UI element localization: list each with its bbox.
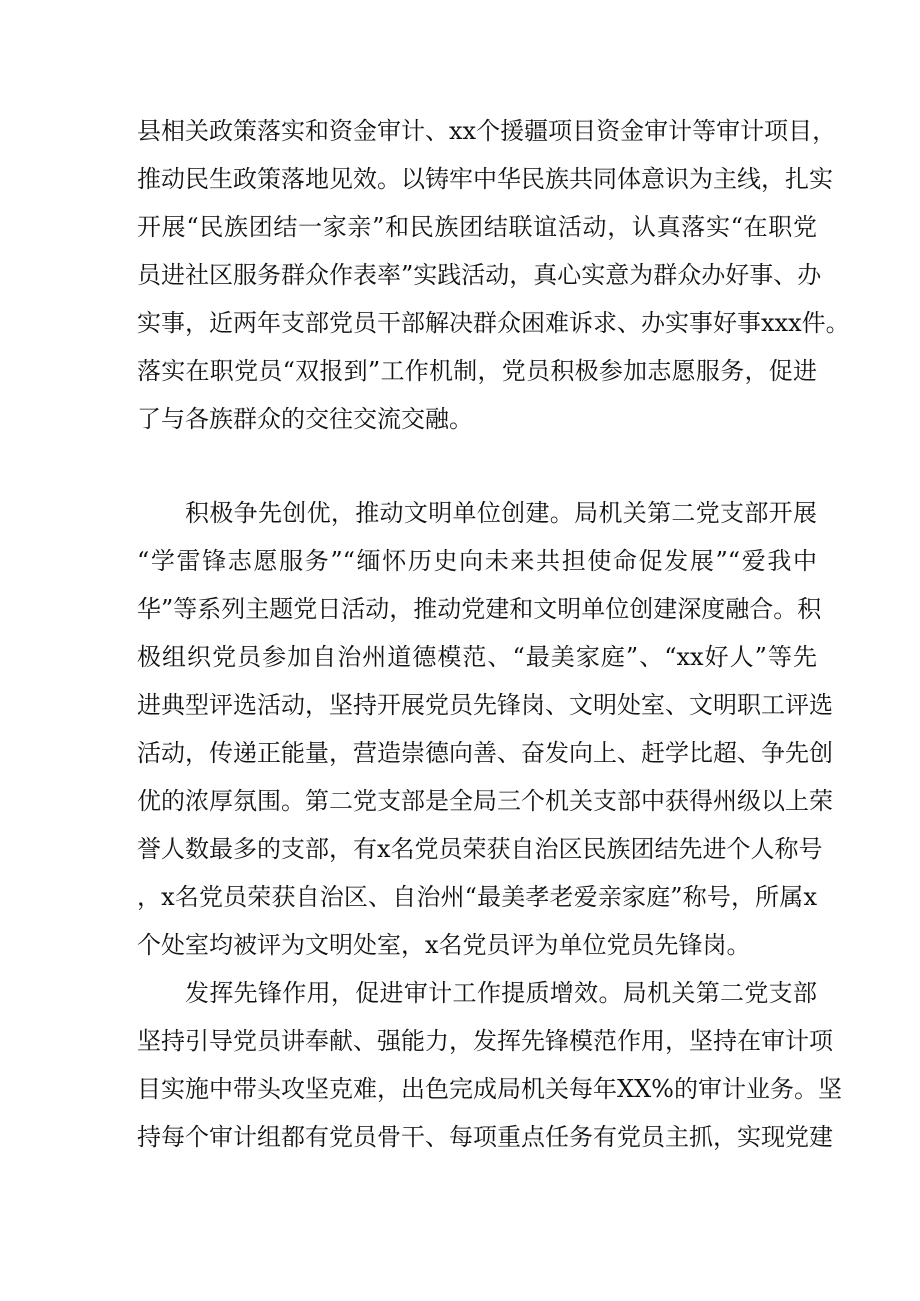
paragraph-1-line-7: 了与各族群众的交往交流交融。 — [137, 405, 473, 433]
paragraph-1-line-1: 县相关政策落实和资金审计、xx个援疆项目资金审计等审计项目， — [137, 117, 837, 145]
paragraph-1-line-3: 开展“民族团结一家亲”和民族团结联谊活动，认真落实“在职党 — [137, 213, 817, 241]
paragraph-2-line-5: 进典型评选活动，坚持开展党员先锋岗、文明处室、文明职工评选 — [137, 691, 833, 719]
paragraph-1-line-5: 实事，近两年支部党员干部解决群众困难诉求、办实事好事xxx件。 — [137, 309, 850, 337]
paragraph-1-line-6: 落实在职党员“双报到”工作机制，党员积极参加志愿服务，促进 — [137, 357, 817, 385]
paragraph-3-line-1: 发挥先锋作用，促进审计工作提质增效。局机关第二党支部 — [185, 979, 817, 1007]
paragraph-2-line-8: 誉人数最多的支部，有x名党员荣获自治区民族团结先进个人称号 — [137, 835, 823, 863]
paragraph-2-line-7: 优的浓厚氛围。第二党支部是全局三个机关支部中获得州级以上荣 — [137, 787, 833, 815]
paragraph-1-line-2: 推动民生政策落地见效。以铸牢中华民族共同体意识为主线，扎实 — [137, 165, 833, 193]
paragraph-2-line-10: 个处室均被评为文明处室，x名党员评为单位党员先锋岗。 — [137, 931, 751, 959]
paragraph-2-line-1: 积极争先创优，推动文明单位创建。局机关第二党支部开展 — [185, 499, 817, 527]
paragraph-2-line-9: ，x名党员荣获自治区、自治州“最美孝老爱亲家庭”称号，所属x — [137, 883, 817, 911]
paragraph-2-line-2: “学雷锋志愿服务”“缅怀历史向未来共担使命促发展”“爱我中 — [137, 547, 817, 575]
paragraph-3-line-4: 持每个审计组都有党员骨干、每项重点任务有党员主抓，实现党建 — [137, 1123, 833, 1151]
paragraph-1-line-4: 员进社区服务群众作表率”实践活动，真心实意为群众办好事、办 — [137, 261, 822, 289]
paragraph-2-line-4: 极组织党员参加自治州道德模范、“最美家庭”、“xx好人”等先 — [137, 643, 817, 671]
paragraph-3-line-2: 坚持引导党员讲奉献、强能力，发挥先锋模范作用，坚持在审计项 — [137, 1027, 833, 1055]
paragraph-2-line-3: 华”等系列主题党日活动，推动党建和文明单位创建深度融合。积 — [137, 595, 822, 623]
paragraph-2-line-6: 活动，传递正能量，营造崇德向善、奋发向上、赶学比超、争先创 — [137, 739, 833, 767]
paragraph-3-line-3: 目实施中带头攻坚克难，出色完成局机关每年XX%的审计业务。坚 — [137, 1075, 842, 1103]
